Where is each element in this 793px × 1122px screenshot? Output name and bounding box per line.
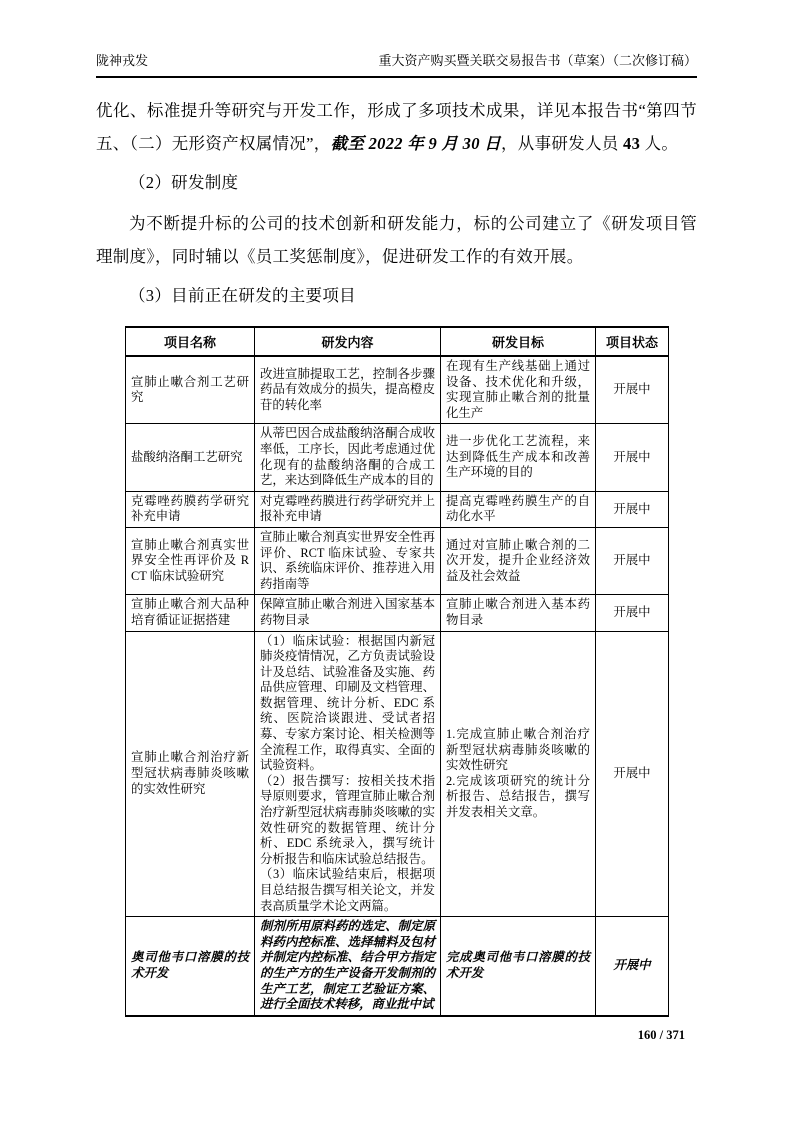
cell-paragraph: 从蒂巴因合成盐酸纳洛酮合成收率低，工序长，因此考虑通过优化现有的盐酸纳洛酮的合成工艺，来达到降低生产成本的目的 [260, 426, 435, 488]
cell-paragraph: 保障宣肺止嗽合剂进入国家基本药物目录 [260, 597, 435, 627]
cell-project-name [126, 527, 255, 594]
cell-paragraph: 开展中 [613, 958, 651, 973]
cell-rd-goal [441, 424, 596, 491]
cell-project-status [596, 491, 669, 527]
cell-paragraph: 1.完成宣肺止嗽合剂治疗新型冠状病毒肺炎咳嗽的实效性研究 [446, 727, 590, 773]
cell-rd-goal [441, 595, 596, 631]
section-heading-2: （2）研发制度 [129, 173, 239, 192]
cell-paragraph: 开展中 [613, 553, 651, 568]
rd-projects-table [125, 326, 669, 1017]
cell-rd-content [255, 595, 441, 631]
cell-paragraph: 改进宣肺提取工艺，控制各步骤药品有效成分的损失，提高橙皮苷的转化率 [260, 366, 435, 412]
header-company-name: 陇神戎发 [96, 53, 149, 68]
section-heading-3: （3）目前正在研发的主要项目 [129, 286, 356, 305]
cell-paragraph: 制剂所用原料药的选定、制定原料药内控标准、选择辅料及包材并制定内控标准、结合甲方指定的生产方的生产设备开发制剂的生产工艺，制定工艺验证方案、进行全面技术转移，商业批中试 [260, 919, 435, 1012]
cell-paragraph: 在现有生产线基础上通过设备、技术优化和升级，实现宣肺止嗽合剂的批量化生产 [446, 359, 590, 420]
cell-paragraph: 宣肺止嗽合剂进入基本药物目录 [446, 597, 590, 627]
table-row [126, 491, 669, 527]
cell-paragraph: 宣肺止嗽合剂大品种培育循证证据搭建 [131, 597, 249, 627]
cell-paragraph: 宣肺止嗽合剂工艺研究 [131, 374, 249, 405]
bold-date-text: 截至 2022 年 9 月 30 日 [330, 134, 501, 153]
cell-project-status [596, 424, 669, 491]
cell-paragraph: 提高克霉唑药膜生产的自动化水平 [446, 493, 590, 524]
body-paragraph-1 [96, 94, 697, 160]
cell-rd-goal [441, 356, 596, 424]
cell-paragraph: （2）报告撰写：按相关技术指导原则要求，管理宣肺止嗽合剂治疗新型冠状病毒肺炎咳嗽的实效性研究的数据管理、统计分析、EDC 系统录入，撰写统计分析报告和临床试验总结报告。 [260, 773, 435, 866]
cell-paragraph: 盐酸纳洛酮工艺研究 [131, 449, 243, 464]
cell-paragraph: 克霉唑药膜药学研究补充申请 [131, 493, 249, 524]
cell-project-status [596, 631, 669, 917]
cell-rd-content [255, 356, 441, 424]
page-number: 160 / 371 [637, 1028, 685, 1042]
cell-paragraph: （3）临床试验结束后，根据项目总结报告撰写相关论文，并发表高质量学术论文两篇。 [260, 867, 435, 913]
cell-project-name [126, 917, 255, 1016]
col-header-project-name: 项目名称 [126, 327, 255, 356]
col-header-rd-content: 研发内容 [255, 327, 441, 356]
body-paragraph-2: 为不断提升标的公司的技术创新和研发能力，标的公司建立了《研发项目管理制度》，同时辅以《员工奖惩制度》，促进研发工作的有效开展。 [96, 214, 697, 266]
bold-number-text: 43 [623, 134, 641, 153]
cell-project-name [126, 631, 255, 917]
paragraph-text: 人。 [640, 134, 679, 153]
cell-paragraph: 开展中 [613, 766, 651, 781]
cell-project-status [596, 917, 669, 1016]
cell-project-name [126, 595, 255, 631]
cell-paragraph: 通过对宣肺止嗽合剂的二次开发，提升企业经济效益及社会效益 [446, 537, 590, 583]
col-header-project-status: 项目状态 [596, 327, 669, 356]
table-body [126, 356, 669, 1016]
cell-project-status [596, 527, 669, 594]
table-row [126, 527, 669, 594]
cell-paragraph: 对克霉唑药膜进行药学研究并上报补充申请 [260, 493, 435, 524]
cell-rd-content [255, 527, 441, 594]
page-content [96, 94, 697, 1017]
cell-rd-content [255, 631, 441, 917]
cell-paragraph: 进一步优化工艺流程，来达到降低生产成本和改善生产环境的目的 [446, 434, 590, 480]
paragraph-text: ，从事研发人员 [500, 134, 624, 153]
cell-rd-content [255, 917, 441, 1016]
paragraph-text: 优化、标准提升等研究与开发工作，形成了多项技术成果，详见本报告书“第四节 五、（二）无形资产权属情况”， [96, 101, 697, 153]
cell-paragraph: 宣肺止嗽合剂治疗新型冠状病毒肺炎咳嗽的实效性研究 [131, 750, 249, 796]
cell-rd-content [255, 424, 441, 491]
cell-rd-content [255, 491, 441, 527]
header-report-title: 重大资产购买暨关联交易报告书（草案）（二次修订稿） [378, 53, 697, 68]
cell-project-status [596, 595, 669, 631]
cell-paragraph: 2.完成该项研究的统计分析报告、总结报告，撰写并发表相关文章。 [446, 773, 590, 820]
table-row [126, 356, 669, 424]
page-header [96, 50, 697, 78]
cell-rd-goal [441, 491, 596, 527]
cell-paragraph: 开展中 [613, 382, 651, 397]
cell-rd-goal [441, 631, 596, 917]
cell-project-name [126, 356, 255, 424]
col-header-rd-goal: 研发目标 [441, 327, 596, 356]
table-row [126, 631, 669, 917]
table-header-row [126, 327, 669, 356]
table-row [126, 917, 669, 1016]
table-row [126, 595, 669, 631]
cell-project-status [596, 356, 669, 424]
cell-paragraph: 开展中 [613, 449, 651, 464]
cell-rd-goal [441, 917, 596, 1016]
cell-paragraph: 开展中 [613, 501, 651, 516]
cell-project-name [126, 491, 255, 527]
table-row [126, 424, 669, 491]
cell-paragraph: 宣肺止嗽合剂真实世界安全性再评价及 RCT 临床试验研究 [131, 537, 249, 583]
cell-paragraph: 开展中 [613, 605, 651, 620]
cell-paragraph: 宣肺止嗽合剂真实世界安全性再评价、RCT 临床试验、专家共识、系统临床评价、推荐进入用药指南等 [260, 529, 435, 591]
cell-paragraph: （1）临床试验：根据国内新冠肺炎疫情情况，乙方负责试验设计及总结、试验准备及实施、药品供应管理、印刷及文档管理、数据管理、统计分析、EDC 系统、医院洽谈跟进、受试者招募、专家方案讨论、相关检测等全流程工作，取得真实、全面的试验资料。 [260, 633, 435, 773]
cell-project-name [126, 424, 255, 491]
cell-rd-goal [441, 527, 596, 594]
cell-paragraph: 完成奥司他韦口溶膜的技术开发 [446, 950, 590, 980]
cell-paragraph: 奥司他韦口溶膜的技术开发 [131, 950, 249, 980]
